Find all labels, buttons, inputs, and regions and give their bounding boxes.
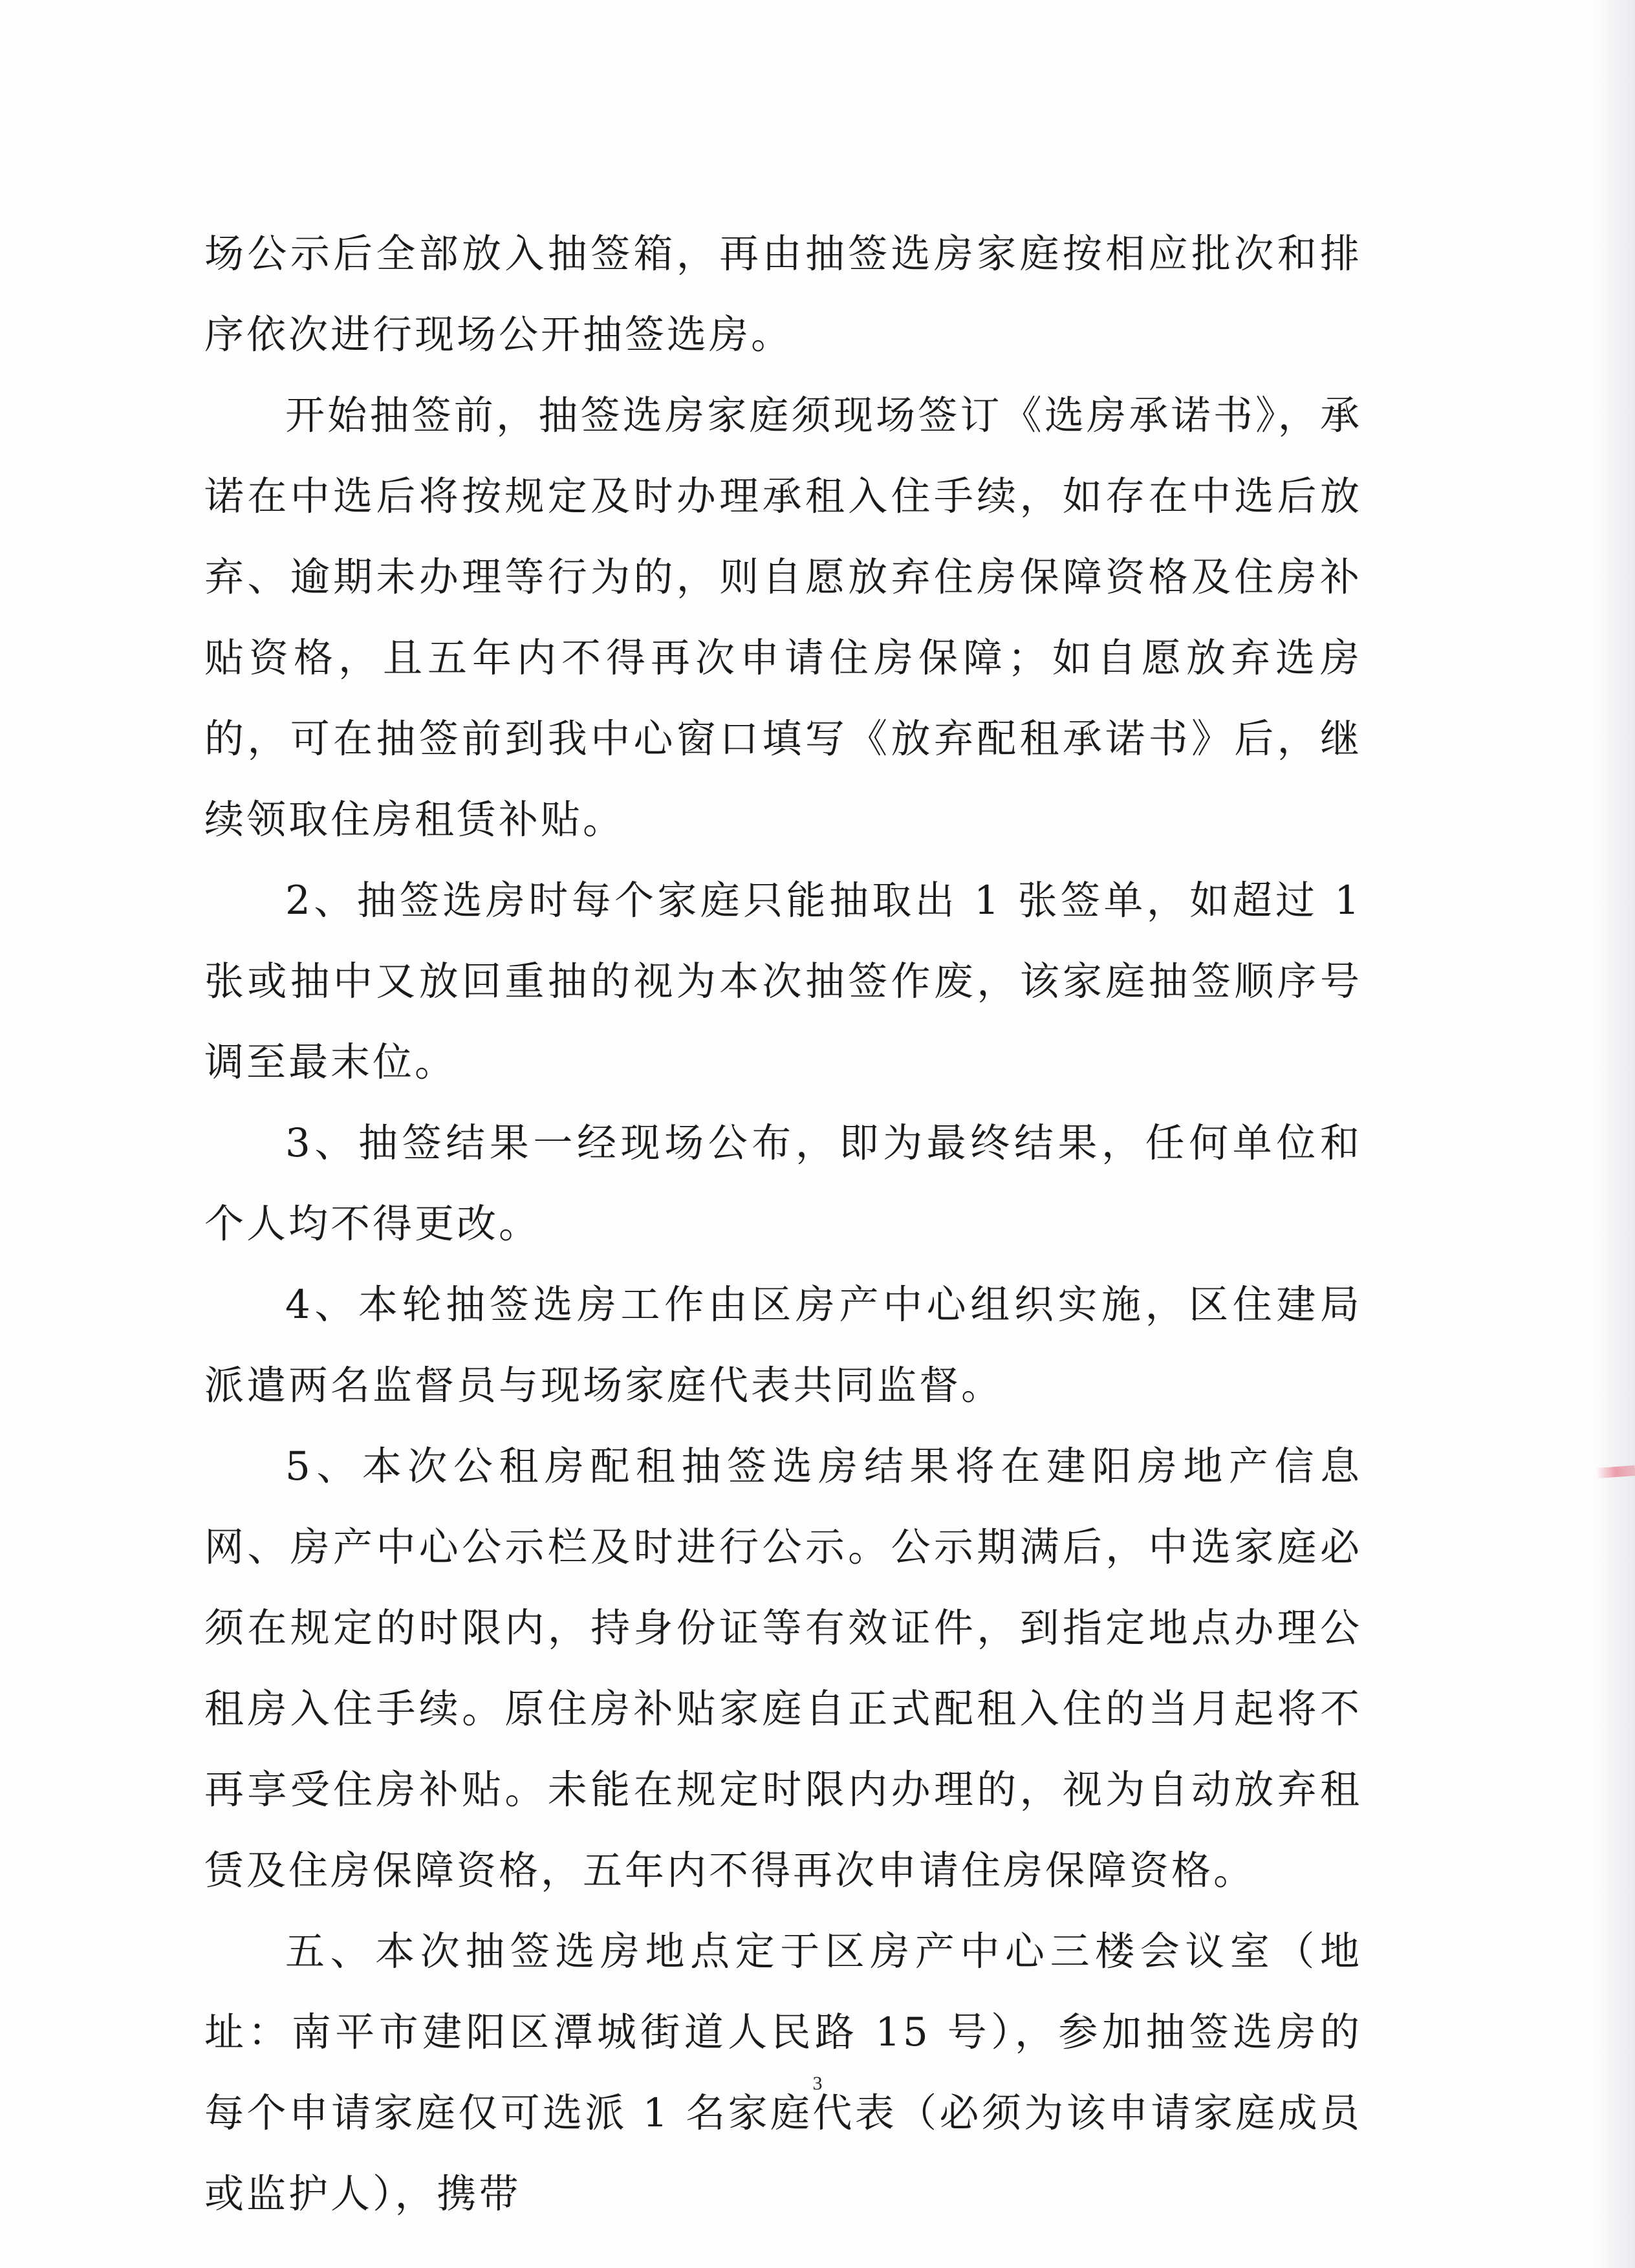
- paragraph-3: 2、抽签选房时每个家庭只能抽取出 1 张签单，如超过 1 张或抽中又放回重抽的视为本次抽签作废，该家庭抽签顺序号调至最末位。: [204, 878, 1362, 1085]
- paragraph-7: 五、本次抽签选房地点定于区房产中心三楼会议室（地址：南平市建阳区潭城街道人民路 15 号），参加抽签选房的每个申请家庭仅可选派 1 名家庭代表（必须为该申请家庭成员或监护人），携带: [204, 1928, 1362, 2217]
- paragraph-1: 场公示后全部放入抽签箱，再由抽签选房家庭按相应批次和排序依次进行现场公开抽签选房。: [204, 231, 1362, 358]
- paragraph-2: 开始抽签前，抽签选房家庭须现场签订《选房承诺书》，承诺在中选后将按规定及时办理承租入住手续，如存在中选后放弃、逾期未办理等行为的，则自愿放弃住房保障资格及住房补贴资格，且五年内不得再次申请住房保障；如自愿放弃选房的，可在抽签前到我中心窗口填写《放弃配租承诺书》后，继续领取住房租赁补贴。: [204, 393, 1362, 843]
- paragraph-6: 5、本次公租房配租抽签选房结果将在建阳房地产信息网、房产中心公示栏及时进行公示。公示期满后，中选家庭必须在规定的时限内，持身份证等有效证件，到指定地点办理公租房入住手续。原住房补贴家庭自正式配租入住的当月起将不再享受住房补贴。未能在规定时限内办理的，视为自动放弃租赁及住房保障资格，五年内不得再次申请住房保障资格。: [204, 1443, 1362, 1894]
- paragraph-4: 3、抽签结果一经现场公布，即为最终结果，任何单位和个人均不得更改。: [204, 1120, 1362, 1247]
- scan-edge: [1590, 0, 1635, 2268]
- document-body: [204, 213, 1362, 2234]
- page-number: 3: [812, 2073, 823, 2094]
- paragraph-5: 4、本轮抽签选房工作由区房产中心组织实施，区住建局派遣两名监督员与现场家庭代表共同监督。: [204, 1282, 1362, 1409]
